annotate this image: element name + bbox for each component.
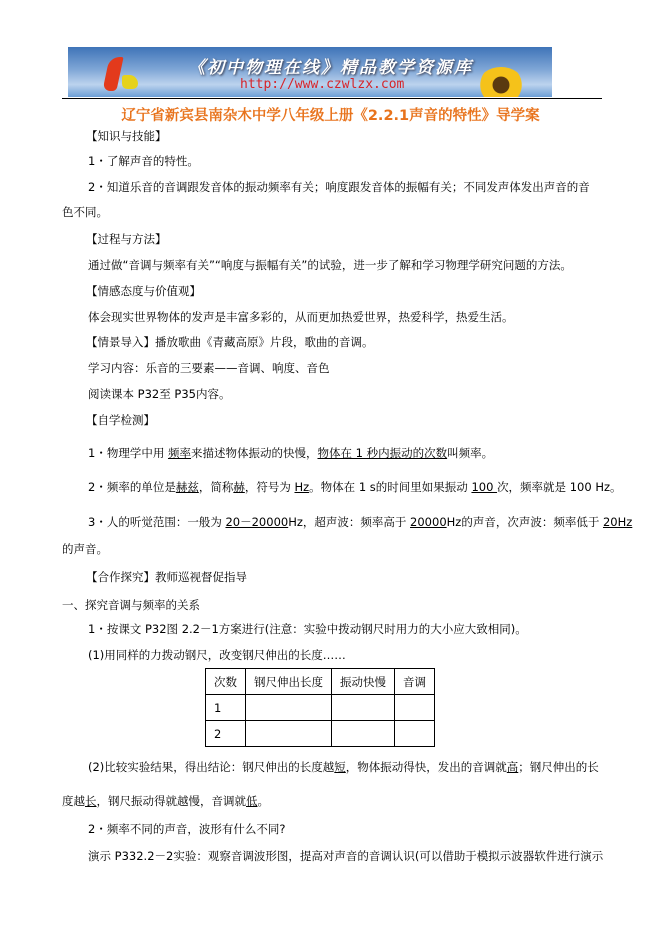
t: Hz，超声波：频率高于 bbox=[288, 515, 411, 529]
table-cell: 2 bbox=[206, 721, 246, 747]
table-row bbox=[206, 721, 435, 747]
t: 3・人的听觉范围：一般为 bbox=[88, 515, 226, 529]
table-cell bbox=[246, 695, 332, 721]
conclusion-line-2 bbox=[62, 793, 269, 809]
paragraph: 色不同。 bbox=[62, 205, 108, 219]
t: 。物体在 1 s的时间里如果振动 bbox=[309, 480, 472, 494]
doc-title: 辽宁省新宾县南杂木中学八年级上册《2.2.1声音的特性》导学案 bbox=[121, 108, 540, 124]
table-cell bbox=[395, 695, 435, 721]
heading-text: 播放歌曲《青藏高原》片段，歌曲的音调。 bbox=[155, 335, 374, 349]
section-heading: 【情感态度与价值观】 bbox=[86, 284, 201, 298]
t: (2)比较实验结果，得出结论：钢尺伸出的长度越 bbox=[88, 760, 335, 774]
t: 来描述物体振动的快慢， bbox=[190, 446, 318, 460]
t: 次，频率就是 100 Hz。 bbox=[497, 480, 622, 494]
answer: 20－20000 bbox=[225, 515, 289, 529]
table-header-row bbox=[206, 669, 435, 695]
answer: 短 bbox=[334, 760, 346, 774]
t: 度越 bbox=[62, 794, 85, 808]
section-heading: 【自学检测】 bbox=[86, 413, 155, 427]
t: Hz的声音，次声波：频率低于 bbox=[446, 515, 603, 529]
logo-icon bbox=[102, 57, 123, 91]
banner-title: 《初中物理在线》精品教学资源库 bbox=[188, 58, 473, 78]
answer: 20Hz bbox=[602, 515, 633, 529]
heading-label: 【情景导入】 bbox=[86, 335, 155, 349]
paragraph: 1・按课文 P32图 2.2－1方案进行(注意：实验中拨动钢尺时用力的大小应大致相同)。 bbox=[88, 622, 527, 636]
t: ，简称 bbox=[198, 480, 234, 494]
paragraph: 2・频率不同的声音，波形有什么不同? bbox=[88, 822, 286, 836]
answer: 低 bbox=[246, 794, 258, 808]
section-heading: 【知识与技能】 bbox=[86, 129, 167, 143]
experiment-table bbox=[205, 668, 435, 747]
section-heading: 【过程与方法】 bbox=[86, 232, 167, 246]
answer: 20000 bbox=[410, 515, 447, 529]
paragraph: 通过做“音调与频率有关”“响度与振幅有关”的试验，进一步了解和学习物理学研究问题的方法。 bbox=[88, 258, 572, 272]
section-heading bbox=[86, 334, 374, 350]
t: 。 bbox=[257, 794, 269, 808]
paragraph: 2・知道乐音的音调跟发音体的振动频率有关；响度跟发音体的振幅有关；不同发声体发出声音的音 bbox=[88, 180, 590, 194]
t: ；钢尺伸出的长 bbox=[518, 760, 599, 774]
table-cell bbox=[332, 695, 395, 721]
paragraph: 1・了解声音的特性。 bbox=[88, 154, 199, 168]
paragraph: 体会现实世界物体的发声是丰富多彩的，从而更加热爱世界，热爱科学，热爱生活。 bbox=[88, 310, 514, 324]
answer: 赫 bbox=[233, 480, 245, 494]
question-2 bbox=[88, 479, 622, 495]
divider bbox=[62, 98, 602, 99]
table-header: 钢尺伸出长度 bbox=[246, 669, 332, 695]
subheading: 一、探究音调与频率的关系 bbox=[62, 598, 200, 612]
heading-label: 【合作探究】 bbox=[86, 570, 155, 584]
paragraph: 学习内容：乐音的三要素——音调、响度、音色 bbox=[88, 361, 330, 375]
table-cell bbox=[332, 721, 395, 747]
banner-url: http://www.czwlzx.com bbox=[240, 77, 405, 92]
t: ，物体振动得快，发出的音调就 bbox=[345, 760, 507, 774]
paragraph: 演示 P332.2－2实验：观察音调波形图，提高对声音的音调认识(可以借助于模拟示波器软件进行演示 bbox=[88, 849, 604, 863]
t: ，钢尺振动得就越慢，音调就 bbox=[96, 794, 246, 808]
table-header: 音调 bbox=[395, 669, 435, 695]
table-cell bbox=[395, 721, 435, 747]
sunflower-image bbox=[478, 67, 524, 97]
answer: 高 bbox=[506, 760, 519, 774]
question-3 bbox=[88, 514, 632, 530]
answer: 100 bbox=[471, 480, 498, 494]
paragraph: 的声音。 bbox=[62, 542, 108, 556]
paragraph: (1)用同样的力拨动钢尺，改变钢尺伸出的长度…… bbox=[88, 648, 346, 662]
t: 1・物理学中用 bbox=[88, 446, 168, 460]
answer: 物体在 1 秒内振动的次数 bbox=[317, 446, 448, 460]
table-header: 次数 bbox=[206, 669, 246, 695]
answer: Hz bbox=[294, 480, 310, 494]
t: ，符号为 bbox=[244, 480, 295, 494]
t: 叫频率。 bbox=[447, 446, 494, 460]
section-heading bbox=[86, 569, 247, 585]
answer: 长 bbox=[85, 794, 97, 808]
table-cell: 1 bbox=[206, 695, 246, 721]
paragraph: 阅读课本 P32至 P35内容。 bbox=[88, 387, 231, 401]
header-banner bbox=[68, 47, 552, 97]
table-cell bbox=[246, 721, 332, 747]
answer: 频率 bbox=[167, 446, 191, 460]
logo-icon-part bbox=[122, 75, 138, 89]
heading-text: 教师巡视督促指导 bbox=[155, 570, 247, 584]
table-row bbox=[206, 695, 435, 721]
t: 2・频率的单位是 bbox=[88, 480, 176, 494]
table-header: 振动快慢 bbox=[332, 669, 395, 695]
conclusion-line-1 bbox=[88, 759, 599, 775]
question-1 bbox=[88, 445, 493, 461]
answer: 赫兹 bbox=[175, 480, 199, 494]
